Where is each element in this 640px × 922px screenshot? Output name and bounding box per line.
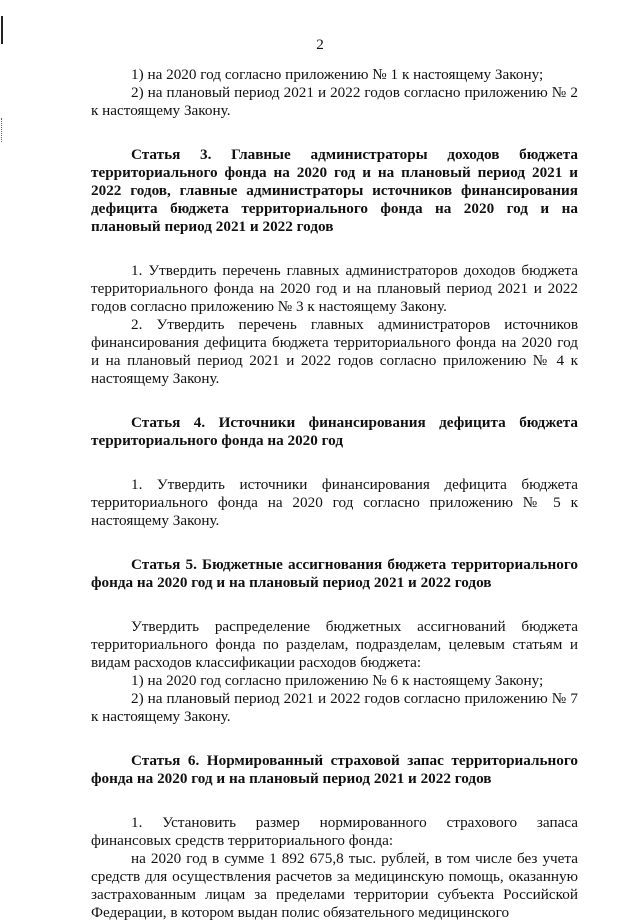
- article-heading-2: Статья 4. Источники финансирования дефицита бюджета территориального фонда на 2020 год: [91, 414, 578, 449]
- scan-edge-dots: [1, 118, 3, 142]
- paragraph-5: 1. Утвердить источники финансирования дефицита бюджета территориального фонда на 2020 год согласно приложению № 5 к настоящему Закону.: [91, 476, 578, 529]
- paragraph-1: 1) на 2020 год согласно приложению № 1 к настоящему Закону;: [131, 66, 544, 83]
- spacer: [91, 388, 578, 414]
- paragraph-4: 2. Утвердить перечень главных администраторов источников финансирования дефицита бюджета территориального фонда на 2020 год и на плановый период 2021 и 2022 годов согласно приложению № 4 к настоящему Закону.: [91, 316, 578, 387]
- spacer: [91, 788, 578, 814]
- article-heading-1: Статья 3. Главные администраторы доходов бюджета территориального фонда на 2020 год и на плановый период 2021 и 2022 годов, главные администраторы источников финансирования дефицита бюджета территориального фонда на 2020 год и на плановый период 2021 и 2022 годов: [91, 146, 578, 235]
- paragraph-9: 1. Установить размер нормированного страхового запаса финансовых средств территориального фонда:: [91, 814, 578, 849]
- paragraph-10: на 2020 год в сумме 1 892 675,8 тыс. рублей, в том числе без учета средств для осуществления расчетов за медицинскую помощь, оказанную застрахованным лицам за пределами территории субъекта Российской Федерации, в котором выдан полис обязательного медицинского: [91, 850, 578, 921]
- paragraph-7: 1) на 2020 год согласно приложению № 6 к настоящему Закону;: [131, 672, 544, 689]
- article-heading-3: Статья 5. Бюджетные ассигнования бюджета территориального фонда на 2020 год и на плановый период 2021 и 2022 годов: [91, 556, 578, 591]
- spacer: [91, 530, 578, 556]
- paragraph-6: Утвердить распределение бюджетных ассигнований бюджета территориального фонда по разделам, подразделам, целевым статьям и видам расходов классификации расходов бюджета:: [91, 618, 578, 671]
- article-heading-4: Статья 6. Нормированный страховой запас территориального фонда на 2020 год и на плановый период 2021 и 2022 годов: [91, 752, 578, 787]
- paragraph-8: 2) на плановый период 2021 и 2022 годов согласно приложению № 7 к настоящему Закону.: [91, 690, 578, 725]
- spacer: [91, 726, 578, 752]
- spacer: [91, 450, 578, 476]
- spacer: [91, 120, 578, 146]
- document-body: [91, 66, 578, 922]
- paragraph-2: 2) на плановый период 2021 и 2022 годов согласно приложению № 2 к настоящему Закону.: [91, 84, 578, 119]
- spacer: [91, 592, 578, 618]
- page-number: 2: [316, 36, 324, 53]
- spacer: [91, 236, 578, 262]
- paragraph-3: 1. Утвердить перечень главных администраторов доходов бюджета территориального фонда на 2020 год и на плановый период 2021 и 2022 годов согласно приложению № 3 к настоящему Закону.: [91, 262, 578, 315]
